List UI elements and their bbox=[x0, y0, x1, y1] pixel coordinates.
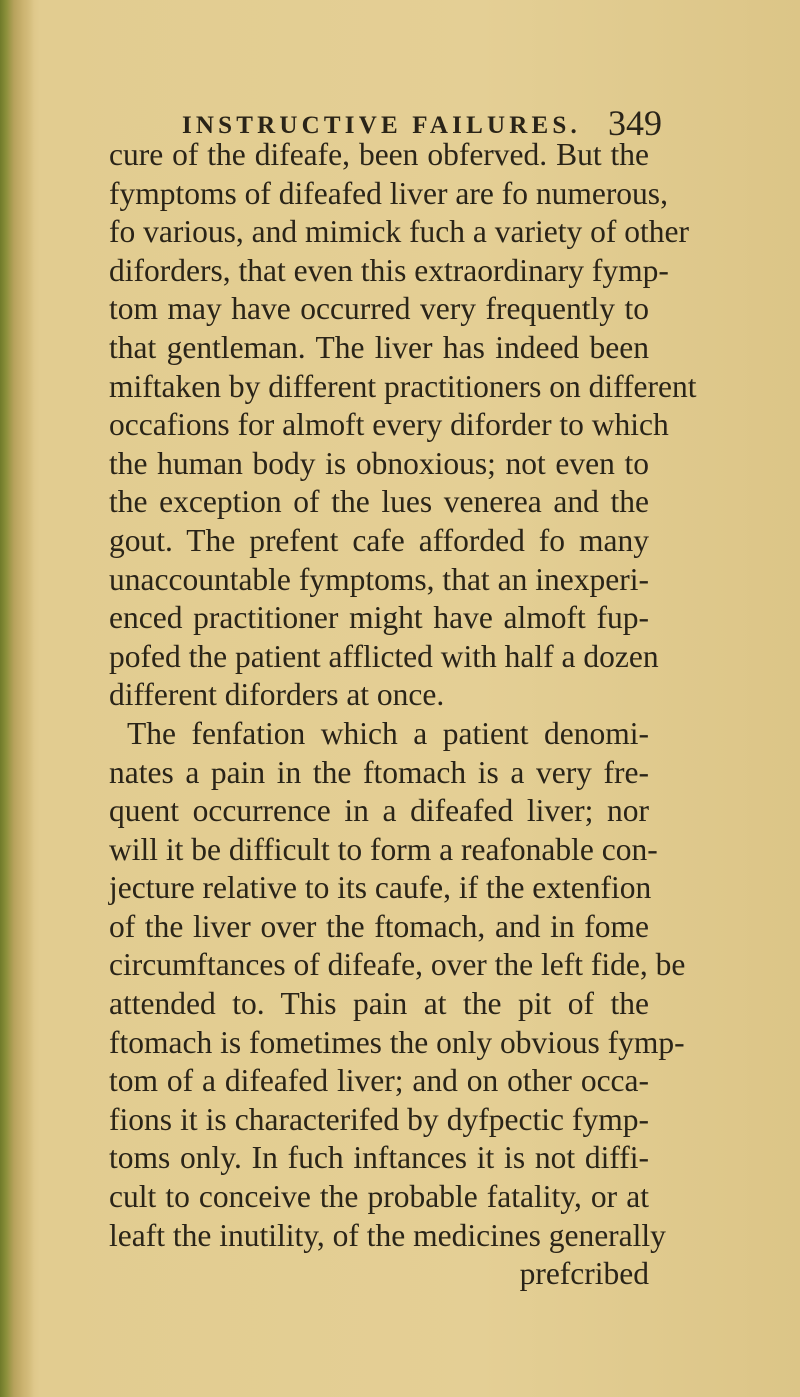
catchword: prefcribed bbox=[519, 1256, 649, 1292]
text-line: tom of a difeafed liver; and on other occa- bbox=[109, 1063, 649, 1099]
text-line: different diforders at once. bbox=[109, 677, 445, 713]
text-line: cult to conceive the probable fatality, or at bbox=[109, 1179, 649, 1215]
text-line: fymptoms of difeafed liver are fo numerous, bbox=[109, 175, 668, 211]
text-line: tom may have occurred very frequently to bbox=[109, 291, 649, 327]
text-line: enced practitioner might have almoft fup- bbox=[109, 600, 649, 636]
text-line: miftaken by different practitioners on different bbox=[109, 368, 697, 404]
text-line: leaft the inutility, of the medicines generally bbox=[109, 1217, 666, 1253]
text-line: diforders, that even this extraordinary fymp- bbox=[109, 252, 669, 288]
text-line: the exception of the lues venerea and the bbox=[109, 484, 649, 520]
text-line: that gentleman. The liver has indeed been bbox=[109, 329, 649, 365]
text-line: jecture relative to its caufe, if the extenfion bbox=[109, 870, 652, 906]
text-line: of the liver over the ftomach, and in fome bbox=[109, 908, 649, 944]
running-title: INSTRUCTIVE FAILURES. bbox=[182, 112, 581, 139]
text-line: cure of the difeafe, been obferved. But the bbox=[109, 137, 649, 172]
page-number: 349 bbox=[608, 103, 662, 143]
text-line: ftomach is fometimes the only obvious fymp- bbox=[109, 1024, 685, 1060]
text-line: circumftances of difeafe, over the left fide, be bbox=[109, 947, 686, 983]
text-line: pofed the patient afflicted with half a dozen bbox=[109, 638, 659, 674]
body-text bbox=[109, 136, 697, 1294]
text-line: will it be difficult to form a reafonable con- bbox=[109, 831, 658, 867]
text-line: gout. The prefent cafe afforded fo many bbox=[109, 522, 649, 558]
text-line: quent occurrence in a difeafed liver; nor bbox=[109, 793, 649, 829]
text-line: The fenfation which a patient denomi- bbox=[127, 715, 649, 751]
text-line: the human body is obnoxious; not even to bbox=[109, 445, 649, 481]
running-header bbox=[182, 100, 662, 143]
text-line: unaccountable fymptoms, that an inexperi- bbox=[109, 561, 649, 597]
text-line: fo various, and mimick fuch a variety of other bbox=[109, 214, 689, 250]
page-binding-edge bbox=[0, 0, 34, 1397]
text-line: toms only. In fuch inftances it is not diffi- bbox=[109, 1140, 649, 1176]
text-line: occafions for almoft every diforder to which bbox=[109, 407, 669, 443]
text-line: nates a pain in the ftomach is a very fre- bbox=[109, 754, 649, 790]
text-line: attended to. This pain at the pit of the bbox=[109, 986, 649, 1022]
text-line: fions it is characterifed by dyfpectic fymp- bbox=[109, 1101, 649, 1137]
